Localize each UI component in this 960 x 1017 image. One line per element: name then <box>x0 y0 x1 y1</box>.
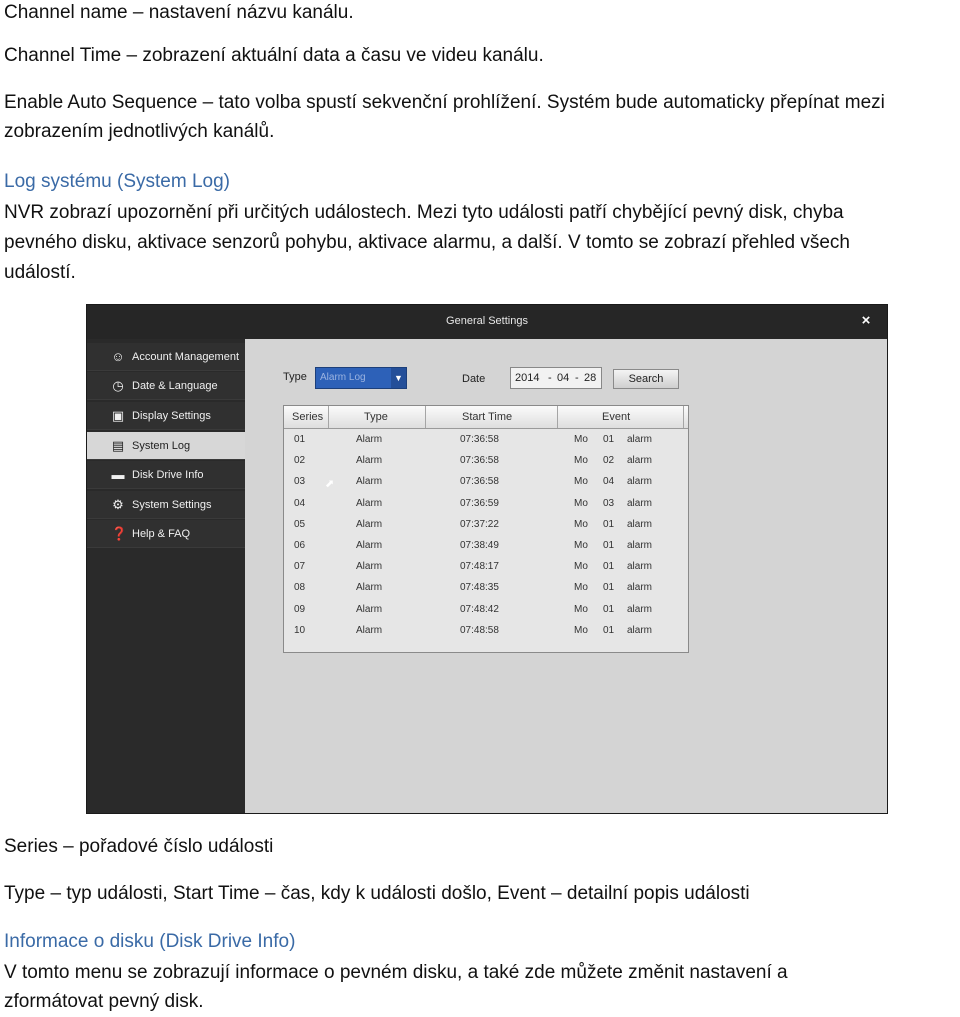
column-header-start-time[interactable]: Start Time <box>462 411 513 423</box>
cell-event: alarm <box>627 540 653 551</box>
cell-ch: 01 <box>603 624 615 636</box>
cell-ch: 01 <box>603 561 615 573</box>
cell-day: Mo <box>574 624 588 636</box>
heading-disk-drive-info: Informace o disku (Disk Drive Info) <box>4 931 296 952</box>
cell-series: 06 <box>294 540 306 551</box>
date-day: 28 <box>584 372 597 384</box>
table-row[interactable] <box>284 578 688 599</box>
column-divider <box>328 406 329 428</box>
table-row[interactable] <box>284 557 688 578</box>
cell-ch: 01 <box>603 540 615 551</box>
cell-event: alarm <box>627 624 653 636</box>
sidebar-item-disk-drive-info[interactable] <box>87 461 245 489</box>
paragraph-system-log-line3: událostí. <box>4 262 76 283</box>
cell-time: 07:36:58 <box>460 476 499 488</box>
table-row[interactable] <box>284 472 688 493</box>
heading-system-log: Log systému (System Log) <box>4 171 230 192</box>
cell-ch: 01 <box>603 603 615 615</box>
cell-time: 07:36:58 <box>460 455 499 467</box>
cell-type: Alarm <box>356 582 383 594</box>
cell-type: Alarm <box>356 455 383 467</box>
cell-event: alarm <box>627 561 653 573</box>
sidebar-item-date-language[interactable] <box>87 372 245 400</box>
sidebar-item-label: Display Settings <box>132 410 211 422</box>
settings-sidebar <box>87 339 245 814</box>
sidebar-item-label: System Log <box>132 440 191 452</box>
table-row[interactable] <box>284 536 688 557</box>
sidebar-item-label: Disk Drive Info <box>132 469 204 481</box>
clock-icon: ◷ <box>112 378 124 393</box>
date-year: 2014 <box>515 372 540 384</box>
cell-day: Mo <box>574 582 588 594</box>
sidebar-item-label: Help & FAQ <box>132 528 191 540</box>
column-divider <box>683 406 684 428</box>
cell-day: Mo <box>574 518 588 530</box>
paragraph-channel-name: Channel name – nastavení názvu kanálu. <box>4 2 354 23</box>
table-row[interactable] <box>284 494 688 515</box>
cell-event: alarm <box>627 434 653 445</box>
paragraph-channel-time: Channel Time – zobrazení aktuální data a času ve videu kanálu. <box>4 45 544 66</box>
date-month: 04 <box>557 372 570 384</box>
cell-ch: 02 <box>603 455 615 467</box>
paragraph-disk-info-line1: V tomto menu se zobrazují informace o pevném disku, a také zde můžete změnit nastavení a <box>4 962 788 983</box>
paragraph-system-log-line1: NVR zobrazí upozornění při určitých událostech. Mezi tyto události patří chybějící pevný disk, chyba <box>4 202 844 223</box>
table-row[interactable] <box>284 621 688 642</box>
window-title: General Settings <box>446 315 528 327</box>
monitor-icon: ▣ <box>111 408 125 423</box>
cell-day: Mo <box>574 540 588 551</box>
date-separator: - <box>575 372 579 384</box>
cell-type: Alarm <box>356 476 383 488</box>
cell-ch: 01 <box>603 582 615 594</box>
cell-ch: 01 <box>603 518 615 530</box>
system-log-screenshot <box>86 304 888 814</box>
disk-icon: ▬ <box>111 467 125 482</box>
cell-day: Mo <box>574 561 588 573</box>
cell-day: Mo <box>574 603 588 615</box>
cell-event: alarm <box>627 518 653 530</box>
cell-series: 05 <box>294 518 306 530</box>
paragraph-series: Series – pořadové číslo události <box>4 836 274 857</box>
cell-series: 01 <box>294 434 306 445</box>
chevron-down-icon[interactable]: ▼ <box>391 368 406 388</box>
cell-type: Alarm <box>356 434 383 445</box>
cell-time: 07:36:58 <box>460 434 499 445</box>
sidebar-item-account-management[interactable] <box>87 343 245 371</box>
type-select-value: Alarm Log <box>320 372 366 383</box>
paragraph-auto-sequence-line1: Enable Auto Sequence – tato volba spustí sekvenční prohlížení. Systém bude automaticky přepínat mezi <box>4 92 885 113</box>
date-separator: - <box>548 372 552 384</box>
cell-time: 07:48:17 <box>460 561 499 573</box>
paragraph-disk-info-line2: zformátovat pevný disk. <box>4 991 204 1012</box>
cell-ch: 04 <box>603 476 615 488</box>
cell-day: Mo <box>574 497 588 509</box>
column-header-series[interactable]: Series <box>292 411 324 423</box>
cell-type: Alarm <box>356 603 383 615</box>
cell-time: 07:48:35 <box>460 582 499 594</box>
sidebar-item-label: Date & Language <box>132 380 218 392</box>
cell-type: Alarm <box>356 624 383 636</box>
sidebar-item-label: Account Management <box>132 351 240 363</box>
cell-event: alarm <box>627 455 653 467</box>
cell-series: 03 <box>294 476 306 488</box>
cell-series: 10 <box>294 624 306 636</box>
type-select[interactable] <box>315 367 407 389</box>
sidebar-item-help-faq[interactable] <box>87 520 245 548</box>
cell-time: 07:48:42 <box>460 603 499 615</box>
sidebar-item-label: System Settings <box>132 499 212 511</box>
document-icon: ▤ <box>111 438 125 453</box>
window-titlebar <box>87 305 887 340</box>
cell-type: Alarm <box>356 540 383 551</box>
cell-series: 09 <box>294 603 306 615</box>
cell-event: alarm <box>627 582 653 594</box>
paragraph-type-time-event: Type – typ události, Start Time – čas, kdy k události došlo, Event – detailní popis události <box>4 883 750 904</box>
system-log-panel <box>245 339 888 814</box>
cell-ch: 03 <box>603 497 615 509</box>
search-button[interactable]: Search <box>613 369 679 389</box>
cell-ch: 01 <box>603 434 615 445</box>
sidebar-item-system-settings[interactable] <box>87 491 245 519</box>
table-row[interactable] <box>284 600 688 621</box>
cell-day: Mo <box>574 434 588 445</box>
sidebar-item-system-log[interactable] <box>87 432 245 460</box>
date-field[interactable] <box>510 367 602 389</box>
cell-series: 07 <box>294 561 306 573</box>
column-divider <box>557 406 558 428</box>
cell-time: 07:48:58 <box>460 624 499 636</box>
gear-icon: ⚙ <box>112 497 124 512</box>
cell-event: alarm <box>627 476 653 488</box>
cell-event: alarm <box>627 497 653 509</box>
type-label: Type <box>283 371 307 383</box>
paragraph-system-log-line2: pevného disku, aktivace senzorů pohybu, aktivace alarmu, a další. V tomto se zobrazí přehled všech <box>4 232 850 253</box>
column-header-event[interactable]: Event <box>602 411 631 423</box>
cell-series: 02 <box>294 455 306 467</box>
date-label: Date <box>462 373 486 385</box>
cell-time: 07:36:59 <box>460 497 499 509</box>
cell-time: 07:38:49 <box>460 540 499 551</box>
close-icon[interactable]: × <box>861 312 871 329</box>
help-icon: ❓ <box>111 526 128 541</box>
cell-series: 08 <box>294 582 306 594</box>
column-divider <box>425 406 426 428</box>
cell-type: Alarm <box>356 561 383 573</box>
table-row[interactable] <box>284 430 688 451</box>
cell-day: Mo <box>574 476 588 488</box>
cell-time: 07:37:22 <box>460 518 499 530</box>
cell-event: alarm <box>627 603 653 615</box>
cell-day: Mo <box>574 455 588 467</box>
log-table <box>283 405 689 653</box>
table-row[interactable] <box>284 451 688 472</box>
user-icon: ☺ <box>111 349 125 364</box>
table-header <box>284 406 688 429</box>
cell-type: Alarm <box>356 497 383 509</box>
mouse-pointer-icon: ⬈ <box>325 478 335 490</box>
paragraph-auto-sequence-line2: zobrazením jednotlivých kanálů. <box>4 121 275 142</box>
column-header-type[interactable]: Type <box>364 411 388 423</box>
cell-type: Alarm <box>356 518 383 530</box>
cell-series: 04 <box>294 497 306 509</box>
sidebar-item-display-settings[interactable] <box>87 402 245 430</box>
table-row[interactable] <box>284 515 688 536</box>
